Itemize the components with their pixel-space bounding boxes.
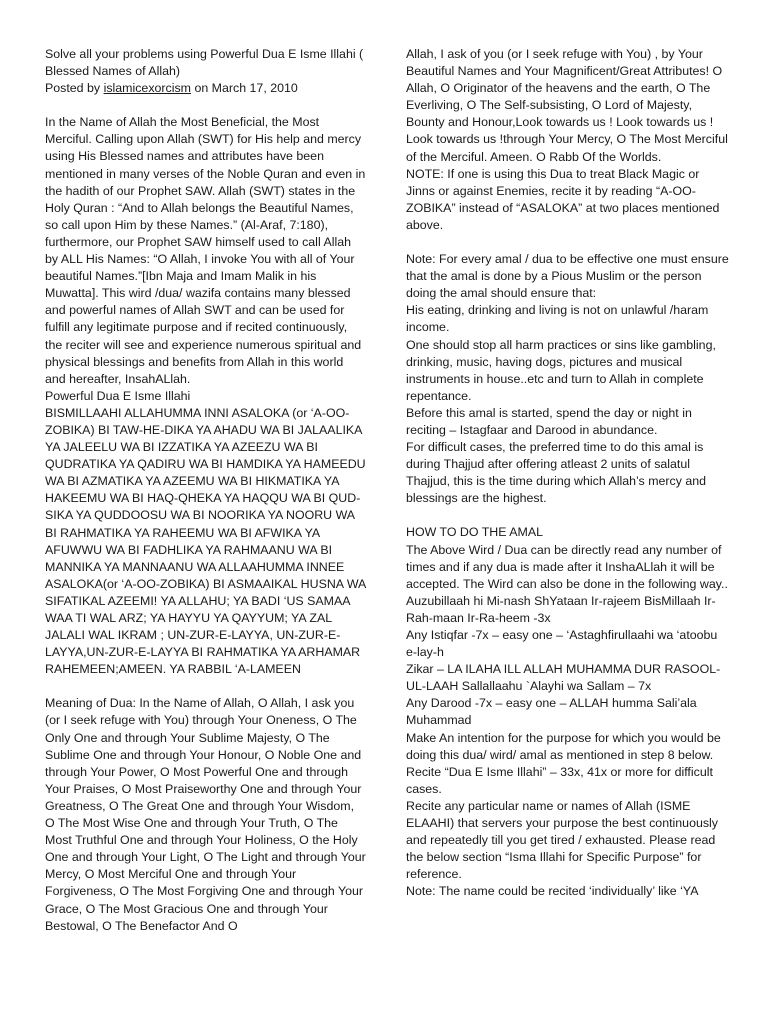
- intro-paragraph: In the Name of Allah the Most Beneficial, the Most Merciful. Calling upon Allah (SWT) for His help and mercy using His Blessed names and attributes have been mentioned in many verses of the Noble Quran and even in the hadith of our Prophet SAW. Allah (SWT) states in the Holy Quran : “And to Allah belongs the Beautiful Names, so call upon Him by these Names.” (Al-Araf, 7:180), furthermore, our Prophet SAW himself used to call Allah by ALL His Names: “O Allah, I invoke You with all of Your beautiful Names.”[Ibn Maja and Imam Malik in his Muwatta]. This wird /dua/ wazifa contains many blessed and powerful names of Allah SWT and can be used for fulfill any legitimate purpose and if recited continuously, the reciter will see and experience numerous spiritual and physical blessings and benefits from Allah in this world and hereafter, InsahALlah.: [45, 115, 366, 386]
- step-item: The Above Wird / Dua can be directly read any number of times and if any dua is made after it InshaALlah it will be accepted. The Wird can also be done in the following way..: [406, 542, 728, 591]
- meaning-continued: Allah, I ask of you (or I seek refuge with You) , by Your Beautiful Names and Your Magnificent/Great Attributes! O Allah, O Originator of the heavens and the earth, O The Everliving, O The Self-subsisting, O Lord of Majesty, Bounty and Honour,Look towards us ! Look towards us ! Look towards us !through Your Mercy, O The Most Merciful of the Merciful. Ameen. O Rabb Of the Worlds.: [406, 47, 728, 164]
- spacer: [406, 234, 731, 251]
- spacer: [45, 97, 367, 114]
- byline-date: on March 17, 2010: [191, 81, 298, 96]
- byline-prefix: Posted by: [45, 81, 104, 96]
- step-item: Recite any particular name or names of Allah (ISME ELAAHI) that servers your purpose the best continuously and repeatedly till you get tired / exhausted. Please read the below section “Isma Illahi for Specific Purpose” for reference.: [406, 798, 718, 882]
- condition-item: One should stop all harm practices or sins like gambling, drinking, music, having dogs, pictures and musical instruments in house..etc and turn to Allah in complete repentance.: [406, 337, 716, 403]
- how-heading: HOW TO DO THE AMAL: [406, 525, 544, 540]
- dua-heading: Powerful Dua E Isme Illahi: [45, 388, 191, 403]
- step-item: Any Istiqfar -7x – easy one – ‘Astaghfirullaahi wa ‘atoobu e-lay-h: [406, 628, 718, 660]
- condition-item: Before this amal is started, spend the day or night in reciting – Istagfaar and Darood in abundance.: [406, 405, 692, 437]
- dua-text: BISMILLAAHI ALLAHUMMA INNI ASALOKA (or ‘A-OO-ZOBIKA) BI TAW-HE-DIKA YA AHADU WA BI JALAALIKA YA JALEELU WA BI IZZATIKA YA AZEEZU WA BI QUDRATIKA YA QADIRU WA BI HAMDIKA YA HAMEEDU WA BI AZMATIKA YA AZEEMU WA BI HIKMATIKA YA HAKEEMU WA BI HAQ-QHEKA YA HAQQU WA BI QUD-SIKA YA QUDDOOSU WA BI NOORIKA YA NOORU WA BI RAHMATIKA YA RAHEEMU WA BI AFWIKA YA AFUWWU WA BI FADHLIKA YA RAHMAANU WA BI MANNIKA YA MANNAANU WA ALLAAHUMMA INNEE ASALOKA(or ‘A-OO-ZOBIKA) BI ASMAAIKAL HUSNA WA SIFATIKAL AZEEMI! YA ALLAHU; YA BADI ‘US SAMAA WAA TI WAL ARZ; YA HAYYU YA QAYYUM; YA ZAL JALALI WAL IKRAM ; UN-ZUR-E-LAYYA, UN-ZUR-E-LAYYA,UN-ZUR-E-LAYYA BI RAHMATIKA YA ARHAMAR RAHEMEEN;AMEEN. YA RABBIL ‘A-LAMEEN: [45, 405, 366, 677]
- step-item: Recite “Dua E Isme Illahi” – 33x, 41x or more for difficult cases.: [406, 764, 713, 796]
- spacer: [45, 678, 367, 695]
- step-item: Auzubillaah hi Mi-nash ShYataan Ir-rajeem BisMillaah Ir-Rah-maan Ir-Ra-heem -3x: [406, 593, 716, 625]
- note-effective: Note: For every amal / dua to be effective one must ensure that the amal is done by a Pious Muslim or the person doing the amal should ensure that:: [406, 252, 729, 301]
- author-link[interactable]: islamicexorcism: [103, 81, 191, 96]
- condition-item: For difficult cases, the preferred time to do this amal is during Thajjud after offering atleast 2 units of salatul Thajjud, this is the time during which Allah’s mercy and blessings are the highest.: [406, 440, 707, 506]
- note-black-magic: NOTE: If one is using this Dua to treat Black Magic or Jinns or against Enemies, recite it by reading “A-OO-ZOBIKA” instead of “ASALOKA” at two places mentioned above.: [406, 166, 720, 232]
- spacer: [406, 507, 731, 524]
- step-item: Make An intention for the purpose for which you would be doing this dua/ wird/ amal as mentioned in step 8 below.: [406, 730, 721, 762]
- meaning-paragraph: Meaning of Dua: In the Name of Allah, O Allah, I ask you (or I seek refuge with You) through Your Oneness, O The Only One and through Your Sublime Majesty, O The Sublime One and through Your Honour, O Noble One and through Your Power, O Most Powerful One and through Your Praises, O Most Praiseworthy One and through Your Greatness, O The Great One and through Your Wisdom, O The Most Wise One and through Your Truth, O The Most Truthful One and through Your Holiness, O the Holy One and through Your Light, O The Light and through Your Mercy, O Most Merciful One and through Your Forgiveness, O The Most Forgiving One and through Your Grace, O The Most Gracious One and through Your Bestowal, O The Benefactor And O: [45, 696, 366, 933]
- left-column: [45, 46, 367, 935]
- step-item: Note: The name could be recited ‘individually’ like ‘YA: [406, 884, 699, 899]
- right-column: [406, 46, 731, 901]
- post-byline: [45, 80, 367, 97]
- step-item: Zikar – LA ILAHA ILL ALLAH MUHAMMA DUR RASOOL-UL-LAAH Sallallaahu `Alayhi wa Sallam – 7x: [406, 662, 721, 694]
- step-item: Any Darood -7x – easy one – ALLAH humma Sali’ala Muhammad: [406, 696, 697, 728]
- condition-item: His eating, drinking and living is not on unlawful /haram income.: [406, 303, 709, 335]
- post-title: Solve all your problems using Powerful Dua E Isme Illahi ( Blessed Names of Allah): [45, 47, 364, 79]
